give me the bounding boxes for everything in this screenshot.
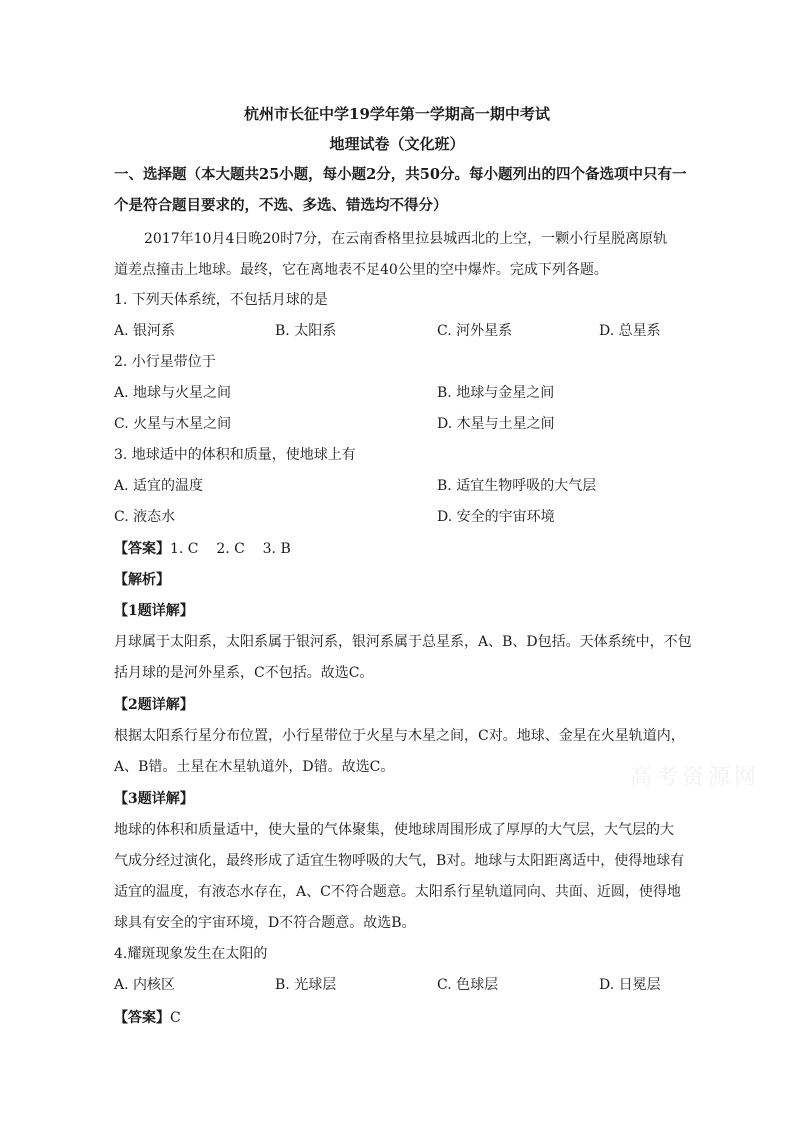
question-2-option-d: D. 木星与土星之间 — [437, 416, 555, 432]
question-2-option-b: B. 地球与金星之间 — [437, 385, 555, 401]
answer-block-4 — [114, 1008, 181, 1028]
question-3-option-c: C. 液态水 — [114, 509, 176, 525]
answer-text: C — [170, 1010, 181, 1026]
question-3-option-d: D. 安全的宇宙环境 — [437, 509, 555, 525]
answer-block-1 — [114, 539, 291, 559]
watermark: 高考资源网 — [630, 765, 761, 790]
question-1-option-b: B. 太阳系 — [275, 323, 337, 339]
passage-line-1: 2017年10月4日晚20时7分，在云南香格里拉县城西北的上空，一颗小行星脱离原轨 — [144, 231, 668, 247]
detail-1-line-1: 月球属于太阳系，太阳系属于银河系，银河系属于总星系，A、B、D包括。天体系统中，不包 — [114, 634, 692, 650]
section-heading-line-2: 个是符合题目要求的，不选、多选、错选均不得分） — [114, 197, 448, 214]
question-3-option-b: B. 适宜生物呼吸的大气层 — [437, 478, 597, 494]
question-1-option-a: A. 银河系 — [114, 323, 176, 339]
detail-3-line-2: 气成分经过演化，最终形成了适宜生物呼吸的大气，B对。地球与太阳距离适中，使得地球有 — [114, 853, 685, 869]
answer-label: 【答案】 — [114, 1010, 170, 1026]
question-3-stem: 3. 地球适中的体积和质量，使地球上有 — [114, 447, 356, 463]
question-4-option-d: D. 日冕层 — [599, 977, 661, 993]
detail-2-line-2: A、B错。土星在木星轨道外，D错。故选C。 — [114, 759, 395, 775]
question-2-option-c: C. 火星与木星之间 — [114, 416, 232, 432]
question-4-option-c: C. 色球层 — [437, 977, 499, 993]
answer-label: 【答案】 — [114, 541, 170, 557]
question-1-option-c: C. 河外星系 — [437, 323, 513, 339]
analysis-label: 【解析】 — [114, 572, 170, 588]
exam-subtitle: 地理试卷（文化班） — [329, 135, 465, 153]
question-3-option-a: A. 适宜的温度 — [114, 478, 204, 494]
answer-text: 1. C 2. C 3. B — [170, 541, 291, 557]
detail-2-label: 【2题详解】 — [114, 697, 194, 713]
question-4-option-a: A. 内核区 — [114, 977, 176, 993]
detail-3-line-1: 地球的体积和质量适中，使大量的气体聚集，使地球周围形成了厚厚的大气层，大气层的大 — [114, 822, 674, 838]
question-1-option-d: D. 总星系 — [599, 323, 661, 339]
section-heading-line-1: 一、选择题（本大题共25小题，每小题2分，共50分。每小题列出的四个备选项中只有一 — [114, 166, 687, 183]
question-2-stem: 2. 小行星带位于 — [114, 354, 216, 370]
question-2-option-a: A. 地球与火星之间 — [114, 385, 232, 401]
passage-line-2: 道差点撞击上地球。最终，它在离地表不足40公里的空中爆炸。完成下列各题。 — [114, 262, 608, 278]
detail-2-line-1: 根据太阳系行星分布位置，小行星带位于火星与木星之间，C对。地球、金星在火星轨道内， — [114, 728, 685, 744]
detail-1-line-2: 括月球的是河外星系，C不包括。故选C。 — [114, 665, 374, 681]
detail-3-line-3: 适宜的温度，有液态水存在，A、C不符合题意。太阳系行星轨道同向、共面、近圆，使得地 — [114, 884, 681, 900]
detail-3-line-4: 球具有安全的宇宙环境，D不符合题意。故选B。 — [114, 915, 416, 931]
question-4-stem: 4.耀斑现象发生在太阳的 — [114, 946, 268, 962]
question-1-stem: 1. 下列天体系统，不包括月球的是 — [114, 292, 328, 308]
detail-3-label: 【3题详解】 — [114, 791, 194, 807]
exam-title: 杭州市长征中学19学年第一学期高一期中考试 — [244, 105, 550, 123]
detail-1-label: 【1题详解】 — [114, 603, 194, 619]
question-4-option-b: B. 光球层 — [275, 977, 337, 993]
